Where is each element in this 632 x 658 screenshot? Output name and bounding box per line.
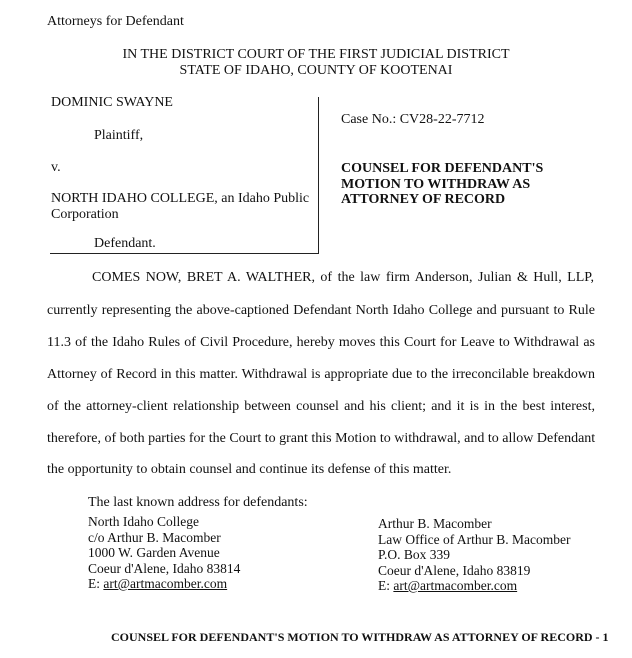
document-title-line-3: ATTORNEY OF RECORD [341,192,506,207]
caption-divider-horizontal [50,253,319,254]
right-address-line-2: Law Office of Arthur B. Macomber [378,531,571,547]
court-heading [0,47,632,79]
left-email-row [88,576,240,592]
right-address-line-1: Arthur B. Macomber [378,516,492,531]
plaintiff-label: Plaintiff, [94,128,144,143]
body-line-1: COMES NOW, BRET A. WALTHER, of the law firm Anderson, Julian & Hull, LLP, [92,270,594,285]
body-line-5: of the attorney-client relationship between counsel and his client; and it is in the best interest, [47,399,595,414]
defendant-label: Defendant. [94,236,156,251]
body-line-3: 11.3 of the Idaho Rules of Civil Procedure, hereby moves this Court for Leave to Withdrawal as [47,335,595,350]
body-line-2: currently representing the above-captioned Defendant North Idaho College and pursuant to Rule [47,303,595,318]
body-line-6: therefore, of both parties for the Court to grant this Motion to withdrawal, and to allow Defendant [47,431,596,446]
left-address-line-4: Coeur d'Alene, Idaho 83814 [88,560,241,576]
left-address-line-3: 1000 W. Garden Avenue [88,545,220,560]
page-footer: COUNSEL FOR DEFENDANT'S MOTION TO WITHDRAW AS ATTORNEY OF RECORD - 1 [111,630,609,644]
left-address-line-1: North Idaho College [88,514,199,529]
right-address-line-3: P.O. Box 339 [378,547,451,562]
right-email-link[interactable]: art@artmacomber.com [393,578,518,593]
court-line-1: IN THE DISTRICT COURT OF THE FIRST JUDICIAL DISTRICT [122,47,510,62]
body-line-4: Attorney of Record in this matter. Withdrawal is appropriate due to the irreconcilable breakdown [47,367,595,382]
document-title [341,161,543,208]
left-email-link[interactable]: art@artmacomber.com [103,576,228,591]
address-block-right [378,516,570,594]
right-address-line-4: Coeur d'Alene, Idaho 83819 [378,562,531,578]
defendant-name-line-1: NORTH IDAHO COLLEGE, an Idaho Public [51,191,310,206]
court-line-2: STATE OF IDAHO, COUNTY OF KOOTENAI [179,63,453,78]
versus-label: v. [51,160,61,175]
right-email-row [378,578,570,594]
plaintiff-name: DOMINIC SWAYNE [51,95,173,110]
defendant-name-line-2: Corporation [51,207,119,222]
body-line-7: the opportunity to obtain counsel and continue its defense of this matter. [47,462,452,477]
attorneys-for-label: Attorneys for Defendant [47,14,184,29]
address-block-left [88,514,240,592]
right-email-label: E: [378,578,394,593]
left-address-line-2: c/o Arthur B. Macomber [88,529,221,545]
document-title-line-2: MOTION TO WITHDRAW AS [341,176,531,192]
case-number: Case No.: CV28-22-7712 [341,112,485,127]
left-email-label: E: [88,576,104,591]
address-intro: The last known address for defendants: [88,495,308,510]
document-title-line-1: COUNSEL FOR DEFENDANT'S [341,161,544,176]
caption-divider-vertical [318,97,319,254]
